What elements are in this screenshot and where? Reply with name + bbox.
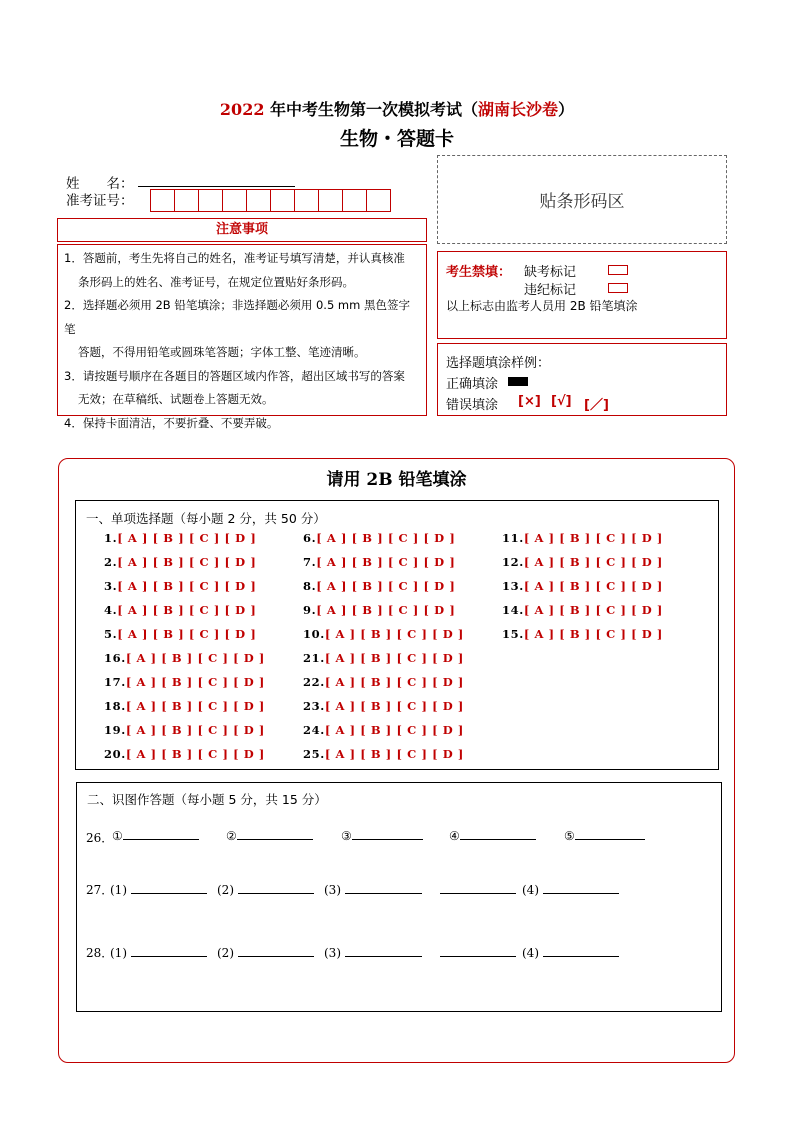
mcq-question-number: 1. [104,531,118,545]
q28-mark: (1) [110,946,127,960]
mcq-question[interactable] [303,699,464,713]
card-subtitle: 生物・答题卡 [339,128,454,150]
mcq-question-number: 23. [303,699,325,713]
barcode-label: 贴条形码区 [539,192,625,212]
mcq-options[interactable]: [ A ] [ B ] [ C ] [ D ] [316,555,456,569]
q26-blank-3[interactable] [341,827,423,843]
correct-label: 正确填涂 [446,377,499,392]
barcode-area [437,155,727,244]
mcq-question[interactable] [303,579,455,593]
figure-title: 二、识图作答题（每小题 5 分，共 15 分） [87,792,327,807]
mcq-options[interactable]: [ A ] [ B ] [ C ] [ D ] [523,531,663,545]
id-digit-box[interactable] [150,189,175,212]
answer-line[interactable] [575,827,645,840]
mcq-options[interactable]: [ A ] [ B ] [ C ] [ D ] [117,531,257,545]
mcq-question-number: 2. [104,555,118,569]
main-title: 请用 2B 铅笔填涂 [326,470,467,490]
answer-line[interactable] [543,881,619,894]
q27-blank-3[interactable] [324,881,422,897]
mcq-question[interactable] [502,579,663,593]
mcq-question[interactable] [502,555,663,569]
mcq-question[interactable] [303,603,455,617]
mcq-options[interactable]: [ A ] [ B ] [ C ] [ D ] [316,579,456,593]
examiner-only-box [437,251,727,339]
id-digit-box[interactable] [246,189,271,212]
id-digit-box[interactable] [342,189,367,212]
name-label: 姓 名： [66,176,134,192]
mcq-question-number: 19. [104,723,126,737]
answer-line[interactable] [460,827,536,840]
mcq-question-number: 4. [104,603,118,617]
id-digit-box[interactable] [366,189,391,212]
mcq-options[interactable]: [ A ] [ B ] [ C ] [ D ] [117,603,257,617]
mcq-question-number: 16. [104,651,126,665]
mcq-question-number: 15. [502,627,524,641]
exam-region: 湖南长沙卷 [478,100,559,119]
mcq-question-number: 18. [104,699,126,713]
mcq-options[interactable]: [ A ] [ B ] [ C ] [ D ] [117,555,257,569]
answer-line[interactable] [543,944,619,957]
q28-blank-4[interactable] [440,944,516,960]
answer-line[interactable] [123,827,199,840]
q28-mark: (2) [217,946,234,960]
mcq-question[interactable] [502,531,663,545]
q26-mark: ② [226,829,237,843]
mcq-title: 一、单项选择题（每小题 2 分，共 50 分） [86,511,326,526]
answer-line[interactable] [131,944,207,957]
mcq-options[interactable]: [ A ] [ B ] [ C ] [ D ] [125,675,265,689]
mcq-question[interactable] [303,747,464,761]
notice-line: 4．保持卡面清洁，不要折叠、不要弄破。 [64,415,279,430]
q28-blank-2[interactable] [217,944,314,960]
mcq-question-number: 20. [104,747,126,761]
q26-mark: ① [112,829,123,843]
mcq-question[interactable] [104,531,256,545]
absent-label: 缺考标记 [524,265,577,280]
name-field[interactable] [138,185,295,187]
mcq-options[interactable]: [ A ] [ B ] [ C ] [ D ] [523,579,663,593]
mcq-question-number: 3. [104,579,118,593]
q26-blank-4[interactable] [449,827,536,843]
q26-blank-2[interactable] [226,827,313,843]
wrong-mark-1: [×] [518,394,541,409]
mcq-options[interactable]: [ A ] [ B ] [ C ] [ D ] [117,579,257,593]
q28-blank-1[interactable] [110,944,207,960]
mcq-question[interactable] [502,627,663,641]
q27-mark: (1) [110,883,127,897]
notice-line: 答题，不得用铅笔或圆珠笔答题；字体工整、笔迹清晰。 [78,345,366,359]
id-digit-box[interactable] [174,189,199,212]
q27-blank-2[interactable] [217,881,314,897]
wrong-mark-2: [√] [551,394,572,409]
mcq-options[interactable]: [ A ] [ B ] [ C ] [ D ] [125,747,265,761]
q27-blank-4[interactable] [440,881,516,897]
mcq-options[interactable]: [ A ] [ B ] [ C ] [ D ] [324,747,464,761]
mcq-question[interactable] [303,555,455,569]
mcq-question[interactable] [303,531,455,545]
notice-box [57,244,427,430]
answer-line[interactable] [440,944,516,957]
exam-title-end: ） [558,100,575,119]
exam-title-mid: 年中考生物第一次模拟考试（ [264,100,479,119]
q26-mark: ③ [341,829,352,843]
mcq-question[interactable] [303,627,464,641]
q28-mark: (3) [324,946,341,960]
correct-fill-mark [508,377,528,386]
notice-line: 条形码上的姓名、准考证号，在规定位置贴好条形码。 [78,274,354,289]
mcq-question-number: 7. [303,555,317,569]
mcq-options[interactable]: [ A ] [ B ] [ C ] [ D ] [316,603,456,617]
q27-mark: (3) [324,883,341,897]
mcq-options[interactable]: [ A ] [ B ] [ C ] [ D ] [523,627,663,641]
q26-blank-5[interactable] [564,827,645,843]
q27-number: 27． [86,883,114,897]
mcq-question[interactable] [104,723,265,737]
mcq-options[interactable]: [ A ] [ B ] [ C ] [ D ] [324,627,464,641]
mcq-question[interactable] [303,675,464,689]
mcq-question-number: 9. [303,603,317,617]
mcq-question[interactable] [303,723,464,737]
figure-section [76,782,722,1012]
answer-line[interactable] [345,944,422,957]
notice-line: 2．选择题必须用 2B 铅笔填涂；非选择题必须用 0.5 mm 黑色签字笔 [64,298,410,336]
ban-note: 以上标志由监考人员用 2B 铅笔填涂 [446,299,638,313]
mcq-options[interactable]: [ A ] [ B ] [ C ] [ D ] [125,651,265,665]
q27-mark: (4) [522,883,539,897]
notice-line: 3．请按题号顺序在各题目的答题区域内作答，超出区域书写的答案 [64,368,405,383]
mcq-options[interactable]: [ A ] [ B ] [ C ] [ D ] [324,723,464,737]
mcq-question[interactable] [303,651,464,665]
mcq-question[interactable] [104,579,256,593]
mcq-question-number: 21. [303,651,325,665]
wrong-label: 错误填涂 [446,398,499,413]
mcq-question-number: 8. [303,579,317,593]
mcq-options[interactable]: [ A ] [ B ] [ C ] [ D ] [324,699,464,713]
q28-blank-3[interactable] [324,944,422,960]
id-label: 准考证号： [66,193,134,209]
id-digit-box[interactable] [222,189,247,212]
mcq-question-number: 13. [502,579,524,593]
answer-line[interactable] [238,881,314,894]
notice-heading: 注意事项 [57,218,427,242]
notice-line: 无效；在草稿纸、试题卷上答题无效。 [78,392,274,406]
mcq-question[interactable] [104,675,265,689]
id-digit-box[interactable] [294,189,319,212]
q27-blank-1[interactable] [110,881,207,897]
mcq-question-number: 25. [303,747,325,761]
answer-line[interactable] [237,827,313,840]
mcq-question-number: 6. [303,531,317,545]
q27-blank-5[interactable] [522,881,619,897]
answer-line[interactable] [238,944,314,957]
q26-mark: ④ [449,829,460,843]
q26-blank-1[interactable] [112,827,199,843]
mcq-question[interactable] [104,603,256,617]
notice-line: 1．答题前，考生先将自己的姓名，准考证号填写清楚，并认真核准 [64,251,405,265]
mcq-question[interactable] [502,603,663,617]
sample-title: 选择题填涂样例： [446,356,551,371]
id-digit-box[interactable] [198,189,223,212]
mcq-options[interactable]: [ A ] [ B ] [ C ] [ D ] [324,651,464,665]
mcq-question[interactable] [104,555,256,569]
mcq-options[interactable]: [ A ] [ B ] [ C ] [ D ] [125,723,265,737]
ban-label: 考生禁填： [446,265,512,280]
q27-mark: (2) [217,883,234,897]
mcq-options[interactable]: [ A ] [ B ] [ C ] [ D ] [523,603,663,617]
wrong-mark-3: [／] [584,398,609,413]
answer-line[interactable] [440,881,516,894]
mcq-question-number: 22. [303,675,325,689]
id-digit-box[interactable] [270,189,295,212]
answer-line[interactable] [345,881,422,894]
id-number-boxes[interactable] [151,189,391,213]
violation-mark-box[interactable] [608,283,628,293]
q26-mark: ⑤ [564,829,575,843]
mcq-options[interactable]: [ A ] [ B ] [ C ] [ D ] [117,627,257,641]
q28-mark: (4) [522,946,539,960]
mcq-question-number: 12. [502,555,524,569]
mcq-question-number: 11. [502,531,524,545]
mcq-question-number: 24. [303,723,325,737]
q28-number: 28． [86,946,114,960]
mcq-question-number: 5. [104,627,118,641]
q26-number: 26． [86,831,114,845]
mcq-question-number: 17. [104,675,126,689]
mcq-options[interactable]: [ A ] [ B ] [ C ] [ D ] [523,555,663,569]
answer-line[interactable] [352,827,423,840]
mcq-options[interactable]: [ A ] [ B ] [ C ] [ D ] [125,699,265,713]
id-digit-box[interactable] [318,189,343,212]
fill-sample-box [437,343,727,416]
mcq-question-number: 14. [502,603,524,617]
answer-line[interactable] [131,881,207,894]
mcq-question-number: 10. [303,627,325,641]
mcq-question[interactable] [104,627,256,641]
exam-title [0,97,794,120]
exam-year: 2022 [219,100,265,119]
mcq-question[interactable] [104,699,265,713]
mcq-question[interactable] [104,651,265,665]
violation-label: 违纪标记 [524,283,577,298]
mcq-options[interactable]: [ A ] [ B ] [ C ] [ D ] [316,531,456,545]
absent-mark-box[interactable] [608,265,628,275]
mcq-options[interactable]: [ A ] [ B ] [ C ] [ D ] [324,675,464,689]
mcq-question[interactable] [104,747,265,761]
q28-blank-5[interactable] [522,944,619,960]
